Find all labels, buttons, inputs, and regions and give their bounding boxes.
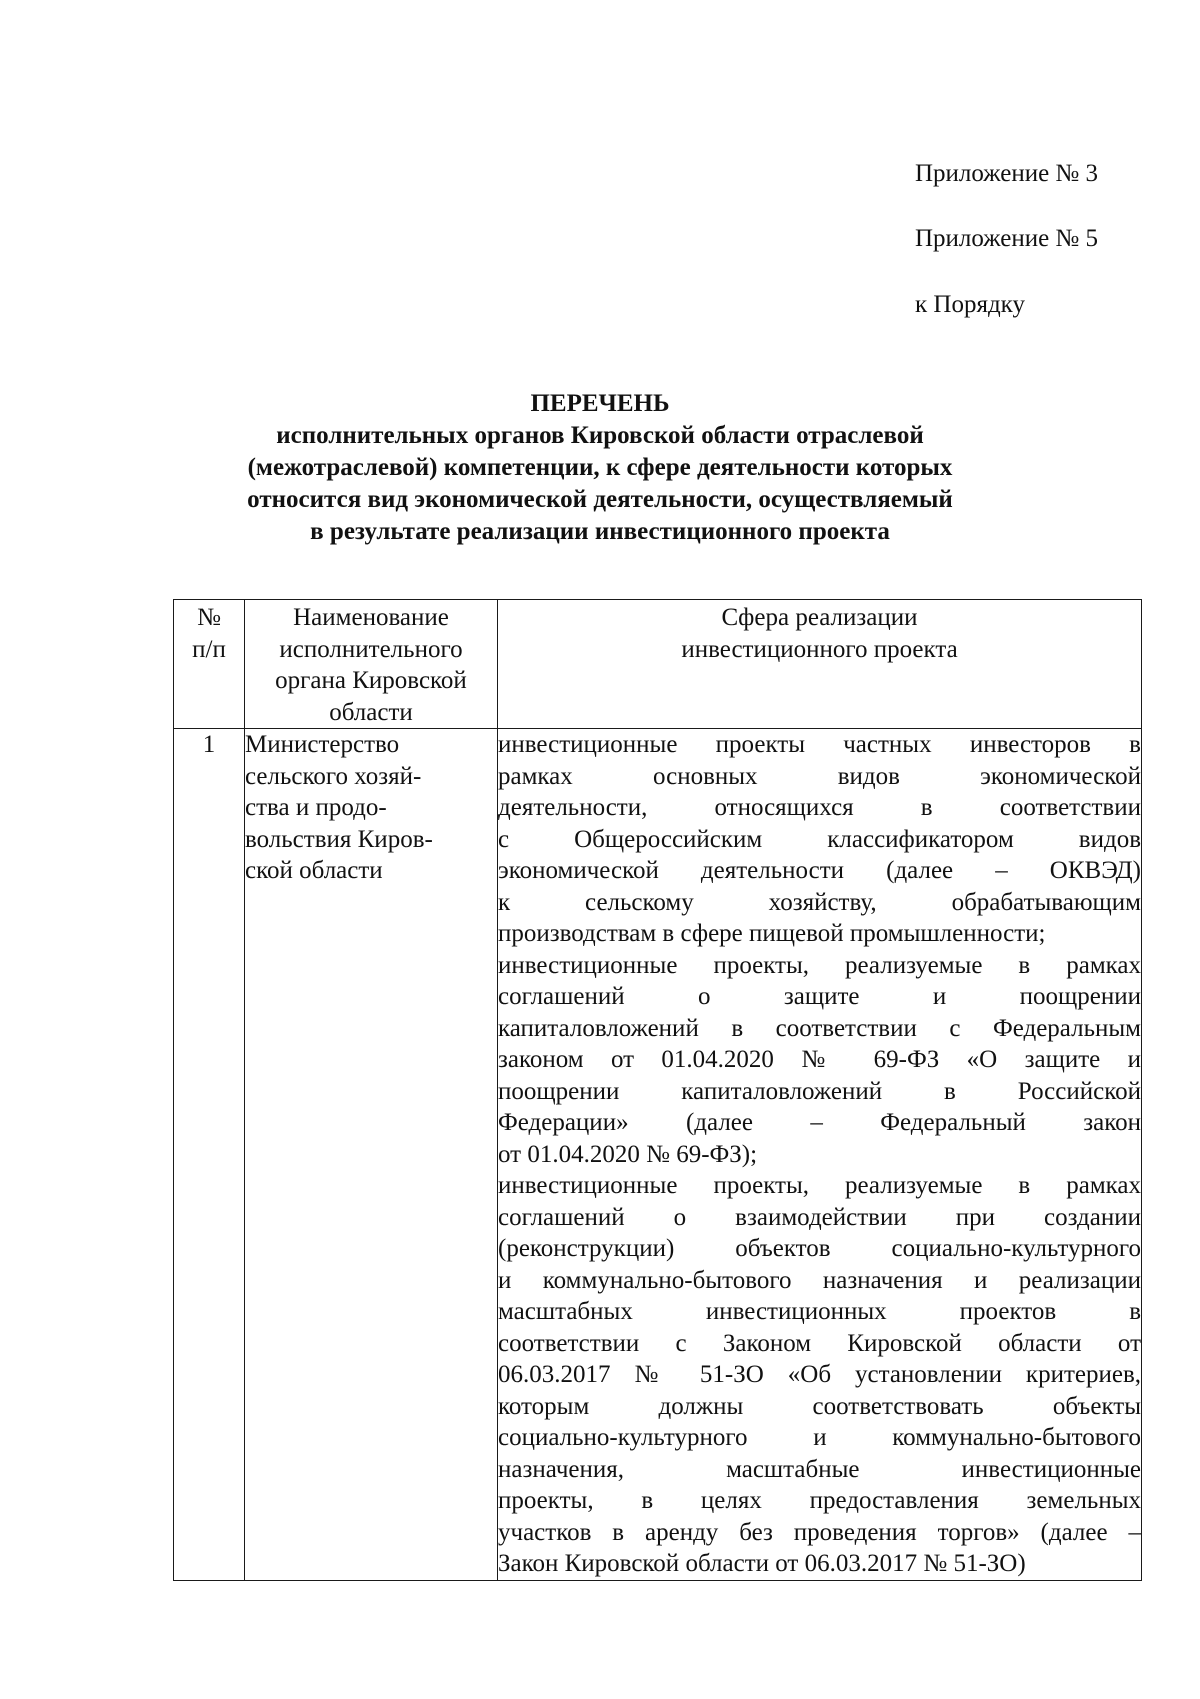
sphere-text-line: Федерации» (далее – Федеральный закон	[498, 1109, 1141, 1136]
sphere-text-line: которым должны соответствовать объекты	[498, 1392, 1141, 1420]
header-organ-line-2: исполнительного	[279, 635, 463, 663]
sphere-text-line: деятельности, относящихся в соответствии	[498, 794, 1141, 821]
sphere-text-line: инвестиционные проекты, реализуемые в рамках	[498, 1172, 1141, 1199]
header-organ-line-4: области	[329, 698, 413, 726]
document-title	[150, 388, 1050, 548]
organ-name-line: ства и продо-	[245, 794, 387, 821]
row-number: 1	[174, 729, 245, 1581]
title-line-4: относится вид экономической деятельности, осуществляемый	[247, 486, 953, 513]
sphere-text-line: 06.03.2017 № 51-ЗО «Об установлении критериев,	[498, 1361, 1141, 1388]
table-row	[174, 729, 1142, 1581]
sphere-text-line: с Общероссийским классификатором видов	[498, 825, 1141, 853]
sphere-text-line: соглашений о взаимодействии при создании	[498, 1203, 1141, 1231]
organ-name-line: вольствия Киров-	[245, 825, 433, 853]
sphere-text-line: капиталовложений в соответствии с Федеральным	[498, 1014, 1141, 1042]
header-organ-line-1: Наименование	[293, 604, 449, 631]
title-line-5: в результате реализации инвестиционного проекта	[310, 518, 890, 545]
sphere-text-line: (реконструкции) объектов социально-культурного	[498, 1235, 1141, 1262]
header-number-line-2: п/п	[192, 635, 226, 663]
appendix-to-procedure: к Порядку	[915, 291, 1025, 318]
organ-name-line: сельского хозяй-	[245, 762, 422, 790]
sphere-text-line: проекты, в целях предоставления земельных	[498, 1487, 1141, 1514]
sphere-text-line: экономической деятельности (далее – ОКВЭД)	[498, 857, 1141, 884]
title-line-3: (межотраслевой) компетенции, к сфере деятельности которых	[247, 454, 953, 481]
sphere-text-line: инвестиционные проекты частных инвесторов в	[498, 731, 1141, 758]
organ-name-line: ской области	[245, 857, 383, 884]
header-number	[174, 600, 245, 729]
organs-table	[173, 599, 1142, 1581]
table-body	[174, 729, 1142, 1581]
appendix-number-3: Приложение № 3	[915, 160, 1099, 187]
row-organ-name	[245, 729, 498, 1581]
header-sphere-line-1: Сфера реализации	[721, 604, 918, 631]
header-number-line-1: №	[197, 604, 221, 631]
row-sphere	[498, 729, 1142, 1581]
sphere-text-line: от 01.04.2020 № 69-ФЗ);	[498, 1140, 758, 1168]
sphere-text-line: законом от 01.04.2020 № 69-ФЗ «О защите и	[498, 1046, 1141, 1073]
sphere-text-line: Закон Кировской области от 06.03.2017 № 51-ЗО)	[498, 1550, 1026, 1577]
sphere-text-line: соответствии с Законом Кировской области от	[498, 1329, 1141, 1357]
sphere-text-line: производствам в сфере пищевой промышленности;	[498, 920, 1046, 947]
title-line-1: ПЕРЕЧЕНЬ	[530, 390, 670, 417]
sphere-text-line: к сельскому хозяйству, обрабатывающим	[498, 888, 1141, 916]
table-header-row	[174, 600, 1142, 729]
sphere-text-line: масштабных инвестиционных проектов в	[498, 1298, 1141, 1325]
header-organ-line-3: органа Кировской	[275, 667, 467, 694]
sphere-text-line: и коммунально-бытового назначения и реализации	[498, 1266, 1141, 1294]
sphere-text-line: участков в аренду без проведения торгов» (далее –	[498, 1518, 1141, 1546]
organ-name-line: Министерство	[245, 731, 400, 758]
appendix-number-5: Приложение № 5	[915, 225, 1099, 252]
header-sphere	[498, 600, 1142, 729]
sphere-text-line: соглашений о защите и поощрении	[498, 983, 1141, 1010]
sphere-text-line: инвестиционные проекты, реализуемые в рамках	[498, 951, 1141, 979]
sphere-text-line: назначения, масштабные инвестиционные	[498, 1455, 1141, 1483]
sphere-text-line: социально-культурного и коммунально-бытового	[498, 1424, 1141, 1451]
header-organ-name	[245, 600, 498, 729]
title-line-2: исполнительных органов Кировской области отраслевой	[276, 422, 924, 449]
header-sphere-line-2: инвестиционного проекта	[681, 635, 958, 663]
sphere-text-line: поощрении капиталовложений в Российской	[498, 1077, 1141, 1105]
sphere-text-line: рамках основных видов экономической	[498, 762, 1141, 790]
